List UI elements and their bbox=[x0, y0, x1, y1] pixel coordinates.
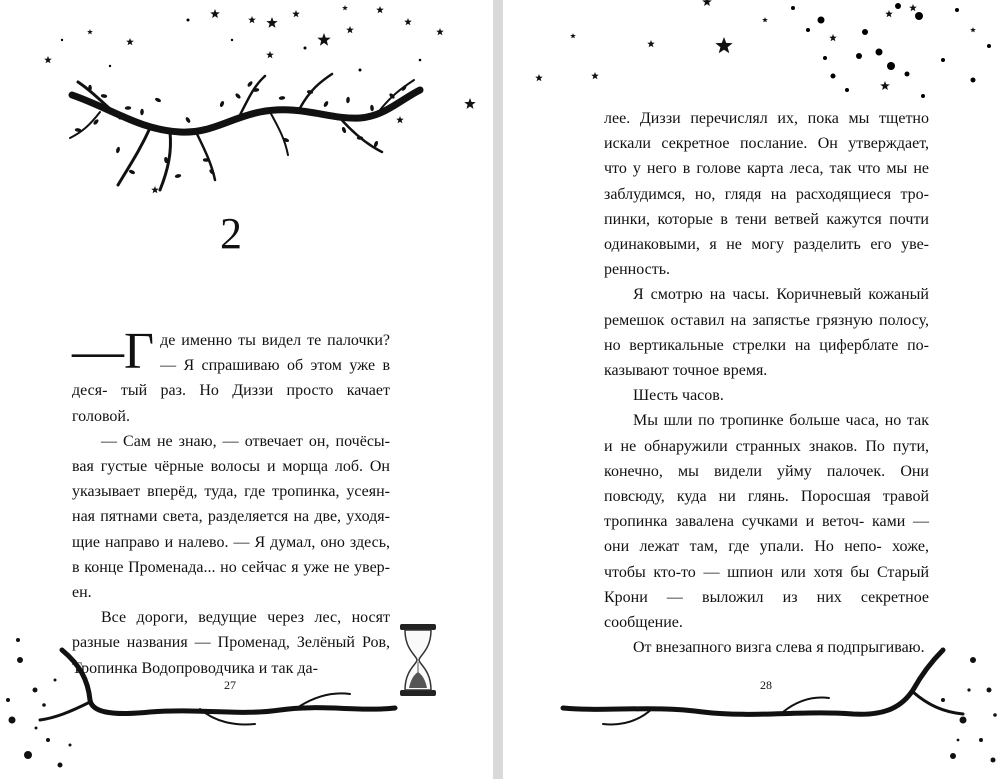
ink-dot bbox=[971, 78, 976, 83]
text-line: сообщение. bbox=[604, 614, 683, 632]
ink-dot bbox=[950, 753, 956, 759]
star-icon bbox=[151, 186, 159, 193]
leaf-shape bbox=[219, 100, 225, 107]
ink-dot bbox=[46, 738, 50, 742]
text-line: вая густые чёрные волосы и морща лоб. Он bbox=[72, 458, 390, 476]
star-icon bbox=[376, 6, 384, 13]
star-icon bbox=[535, 74, 543, 81]
ink-dot bbox=[987, 688, 992, 693]
left-page-text bbox=[72, 323, 391, 681]
ink-dot bbox=[24, 751, 32, 759]
star-icon bbox=[404, 18, 412, 25]
page-number-right: 28 bbox=[760, 678, 772, 692]
leaf-shape bbox=[279, 96, 286, 100]
star-icon bbox=[396, 116, 404, 123]
ink-dot bbox=[187, 19, 190, 22]
ink-dot bbox=[921, 94, 925, 98]
paragraph bbox=[72, 605, 390, 681]
text-line: пути, конечно, мы видели уйму палочек. bbox=[604, 437, 930, 480]
leaf-shape bbox=[88, 85, 92, 91]
branch-leaves bbox=[75, 80, 408, 178]
text-line: одинаковыми, я не могу разделить его уве- bbox=[604, 236, 929, 254]
ink-dot bbox=[61, 39, 63, 41]
star-icon bbox=[266, 51, 274, 58]
text-line: лее. Диззи перечислял их, пока мы тщетно bbox=[604, 110, 929, 127]
star-icon bbox=[715, 37, 732, 53]
star-icon bbox=[342, 5, 348, 10]
paragraph bbox=[604, 282, 929, 383]
leaf-shape bbox=[370, 105, 374, 112]
right-page-text bbox=[604, 106, 929, 660]
text-line: ен. bbox=[72, 584, 92, 602]
star-icon bbox=[292, 10, 300, 17]
paragraph bbox=[604, 408, 929, 635]
star-icon bbox=[970, 27, 976, 32]
leaf-shape bbox=[128, 169, 135, 175]
text-line: тый раз. Но Диззи просто качает головой. bbox=[72, 382, 391, 425]
ink-dot bbox=[69, 744, 72, 747]
hourglass-icon bbox=[397, 622, 439, 698]
text-line: травой тропинка завалена сучками и веточ- bbox=[604, 488, 930, 531]
ink-dot bbox=[359, 69, 362, 72]
paragraph bbox=[72, 323, 391, 429]
star-icon bbox=[248, 16, 256, 23]
star-icon bbox=[885, 10, 893, 17]
leaf-shape bbox=[115, 146, 120, 153]
text-line: хоже, чтобы кто-то — шпион или хотя бы bbox=[604, 538, 930, 581]
ink-dot bbox=[818, 17, 825, 24]
ink-dot bbox=[35, 727, 38, 730]
text-line: но вертикальные стрелки на циферблате по- bbox=[604, 336, 929, 354]
leaf-shape bbox=[125, 106, 132, 110]
ink-dot bbox=[905, 72, 910, 77]
ink-dot bbox=[831, 74, 836, 79]
star-icon bbox=[436, 28, 444, 35]
ink-dot bbox=[856, 53, 862, 59]
ink-dot bbox=[915, 12, 923, 20]
tree-branch-ornament bbox=[70, 74, 420, 190]
ink-dot bbox=[231, 39, 233, 41]
ink-dot bbox=[806, 28, 810, 32]
ink-dot bbox=[109, 65, 111, 67]
text-line: — Сам не знаю, — отвечает он, почёсы- bbox=[101, 432, 390, 450]
ink-dot bbox=[58, 763, 63, 768]
ink-dot bbox=[6, 698, 10, 702]
star-icon bbox=[87, 29, 93, 34]
ink-dot bbox=[9, 717, 16, 724]
text-line: разные названия — Променад, Зелёный bbox=[72, 634, 355, 652]
leaf-shape bbox=[341, 126, 347, 133]
text-line: Я спрашиваю об этом уже в деся- bbox=[72, 357, 390, 400]
star-icon bbox=[346, 26, 354, 33]
leaf-shape bbox=[185, 116, 192, 123]
ink-dot bbox=[960, 717, 967, 724]
text-line: казывают точное время. bbox=[604, 362, 768, 380]
leaf-shape bbox=[154, 97, 161, 103]
chapter-number: 2 bbox=[220, 209, 242, 258]
text-line: заблудимся, но, глядя на расходящиеся тро- bbox=[604, 185, 929, 203]
ink-dot bbox=[987, 44, 991, 48]
text-line: Шесть часов. bbox=[633, 387, 724, 405]
leaf-shape bbox=[234, 92, 241, 99]
ink-dot bbox=[862, 29, 868, 35]
text-line: щие направо и налево. — Я думал, оно здесь, bbox=[72, 533, 390, 551]
text-line: де именно ты видел те палочки? — bbox=[160, 332, 390, 375]
text-line: в конце Променада... но сейчас я уже не увер- bbox=[72, 558, 390, 576]
text-line: ремешок оставил на запястье грязную полосу, bbox=[604, 311, 929, 329]
page-number-left: 27 bbox=[224, 678, 236, 692]
leaf-shape bbox=[346, 97, 350, 104]
leaf-shape bbox=[357, 136, 363, 140]
ink-dot bbox=[967, 688, 970, 691]
star-icon bbox=[317, 33, 330, 46]
text-line: ренность. bbox=[604, 261, 671, 279]
text-line: искали секретное послание. Он утверждает, bbox=[604, 135, 929, 153]
ink-dot bbox=[33, 688, 38, 693]
star-icon bbox=[909, 4, 917, 11]
ink-dot bbox=[845, 88, 849, 92]
ink-dot bbox=[419, 59, 422, 62]
drop-cap-letter: Г bbox=[124, 323, 155, 380]
right-page bbox=[503, 0, 1000, 779]
paragraph bbox=[604, 383, 929, 408]
star-icon bbox=[464, 98, 475, 109]
ink-dot bbox=[955, 8, 959, 12]
ink-dot bbox=[304, 47, 307, 50]
text-line: Они повсюду, куда ни глянь. Поросшая bbox=[604, 462, 929, 506]
star-icon bbox=[829, 34, 837, 41]
ink-dot bbox=[991, 758, 996, 763]
paragraph bbox=[604, 635, 929, 660]
text-line: ная пятнами света, разделяется на две, уходя- bbox=[72, 508, 390, 526]
ink-dot bbox=[887, 62, 895, 70]
text-line: пинки, которые в тени ветвей кажутся почти bbox=[604, 210, 929, 228]
left-page bbox=[0, 0, 493, 779]
star-icon bbox=[44, 56, 52, 63]
text-line: От внезапного визга слева я подпрыгиваю. bbox=[633, 639, 925, 657]
leaf-shape bbox=[247, 80, 254, 87]
text-line: Все дороги, ведущие через лес, носят bbox=[101, 609, 390, 627]
star-icon bbox=[702, 0, 712, 6]
ink-dot bbox=[54, 679, 57, 682]
ink-dot bbox=[895, 3, 901, 9]
star-icon bbox=[210, 9, 220, 18]
leaf-shape bbox=[140, 109, 144, 116]
star-icon bbox=[570, 33, 576, 38]
text-line: Мы шли по тропинке больше часа, но bbox=[633, 412, 902, 430]
star-icon bbox=[880, 81, 890, 90]
text-line: так и не обнаружили странных знаков. По bbox=[604, 412, 930, 455]
text-line: Старый Крони — выложил из них секретное bbox=[604, 563, 930, 606]
star-icon bbox=[126, 38, 134, 45]
ink-dot bbox=[791, 6, 795, 10]
ink-dot bbox=[16, 638, 20, 642]
ink-dot bbox=[993, 713, 997, 717]
text-line: Я смотрю на часы. Коричневый кожаный bbox=[633, 286, 929, 304]
star-icon bbox=[591, 72, 599, 79]
star-icon bbox=[266, 17, 277, 28]
ink-dot bbox=[970, 657, 976, 663]
ink-dot bbox=[957, 739, 960, 742]
text-line: ками — они лежат там, где упали. Но непо- bbox=[604, 513, 930, 556]
text-line: что у него в голове карта леса, так что мы не bbox=[604, 160, 929, 178]
ink-dot bbox=[876, 49, 883, 56]
ink-dot bbox=[823, 56, 827, 60]
ink-dot bbox=[42, 703, 46, 707]
leaf-shape bbox=[101, 94, 108, 98]
drop-cap-dash: — bbox=[72, 323, 124, 380]
leaf-shape bbox=[323, 100, 329, 107]
ink-dot bbox=[979, 738, 983, 742]
ink-dot bbox=[941, 58, 945, 62]
paragraph bbox=[72, 429, 390, 605]
text-line: указывает вперёд, туда, где тропинка, усеян- bbox=[72, 483, 390, 501]
star-icon bbox=[762, 17, 768, 22]
leaf-shape bbox=[174, 173, 181, 178]
paragraph bbox=[604, 106, 929, 282]
ink-dot bbox=[941, 698, 945, 702]
ink-dot bbox=[17, 657, 23, 663]
drop-cap bbox=[72, 323, 155, 380]
text-line: Ров, Тропинка Водопроводчика и так да- bbox=[72, 634, 391, 677]
right-star-field bbox=[535, 0, 991, 98]
star-icon bbox=[647, 40, 655, 47]
